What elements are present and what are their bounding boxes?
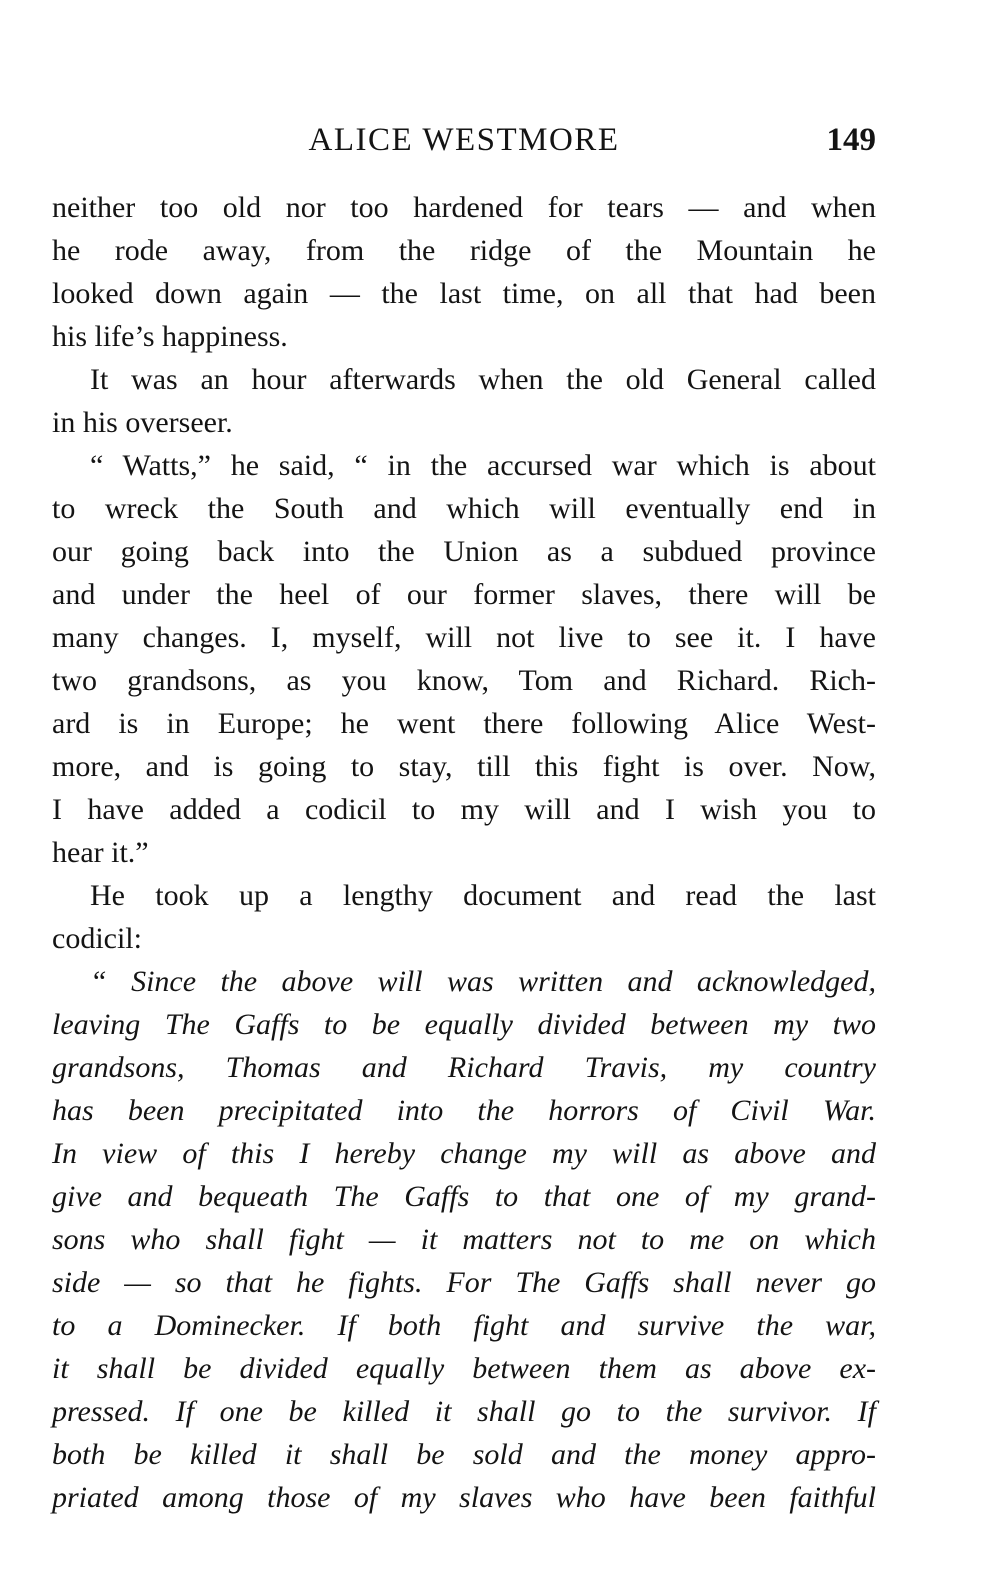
text-line: give and bequeath The Gaffs to that one of my grand- (52, 1180, 876, 1213)
text-line: looked down again — the last time, on all that had been (52, 277, 876, 310)
text-line: hear it.” (52, 836, 149, 869)
text-line: leaving The Gaffs to be equally divided between my two (52, 1008, 876, 1041)
text-line: both be killed it shall be sold and the money appro- (52, 1438, 876, 1471)
text-line: to a Dominecker. If both fight and survive the war, (52, 1309, 876, 1342)
text-line: his life’s happiness. (52, 320, 288, 353)
text-line: “ Watts,” he said, “ in the accursed war which is about (90, 449, 876, 482)
text-line: sons who shall fight — it matters not to me on which (52, 1223, 876, 1256)
text-line: has been precipitated into the horrors of Civil War. (52, 1094, 876, 1127)
text-line: neither too old nor too hardened for tears — and when (52, 191, 876, 224)
text-line: pressed. If one be killed it shall go to the survivor. If (52, 1395, 876, 1428)
text-line: in his overseer. (52, 406, 233, 439)
text-line: it shall be divided equally between them as above ex- (52, 1352, 876, 1385)
body-text (52, 186, 876, 1519)
text-line: grandsons, Thomas and Richard Travis, my country (52, 1051, 876, 1084)
paragraph-3 (52, 444, 876, 874)
page-number: 149 (826, 122, 876, 158)
running-title: ALICE WESTMORE (308, 122, 620, 158)
text-line: It was an hour afterwards when the old General called (90, 363, 876, 396)
text-line: I have added a codicil to my will and I wish you to (52, 793, 876, 826)
text-line: and under the heel of our former slaves, there will be (52, 578, 876, 611)
text-line: two grandsons, as you know, Tom and Richard. Rich- (52, 664, 876, 697)
text-line: more, and is going to stay, till this fight is over. Now, (52, 750, 876, 783)
codicil-quotation (52, 960, 876, 1519)
text-line: many changes. I, myself, will not live to see it. I have (52, 621, 876, 654)
running-head (52, 112, 876, 168)
text-line: priated among those of my slaves who have been faithful (52, 1481, 876, 1514)
text-line: “ Since the above will was written and acknowledged, (90, 965, 876, 998)
text-line: He took up a lengthy document and read the last (90, 879, 876, 912)
text-line: In view of this I hereby change my will as above and (52, 1137, 876, 1170)
text-line: ard is in Europe; he went there following Alice West- (52, 707, 876, 740)
text-line: side — so that he fights. For The Gaffs shall never go (52, 1266, 876, 1299)
text-line: he rode away, from the ridge of the Mountain he (52, 234, 876, 267)
text-line: our going back into the Union as a subdued province (52, 535, 876, 568)
text-line: codicil: (52, 922, 142, 955)
text-line: to wreck the South and which will eventually end in (52, 492, 876, 525)
paragraph-2 (52, 358, 876, 444)
paragraph-1 (52, 186, 876, 358)
paragraph-4 (52, 874, 876, 960)
